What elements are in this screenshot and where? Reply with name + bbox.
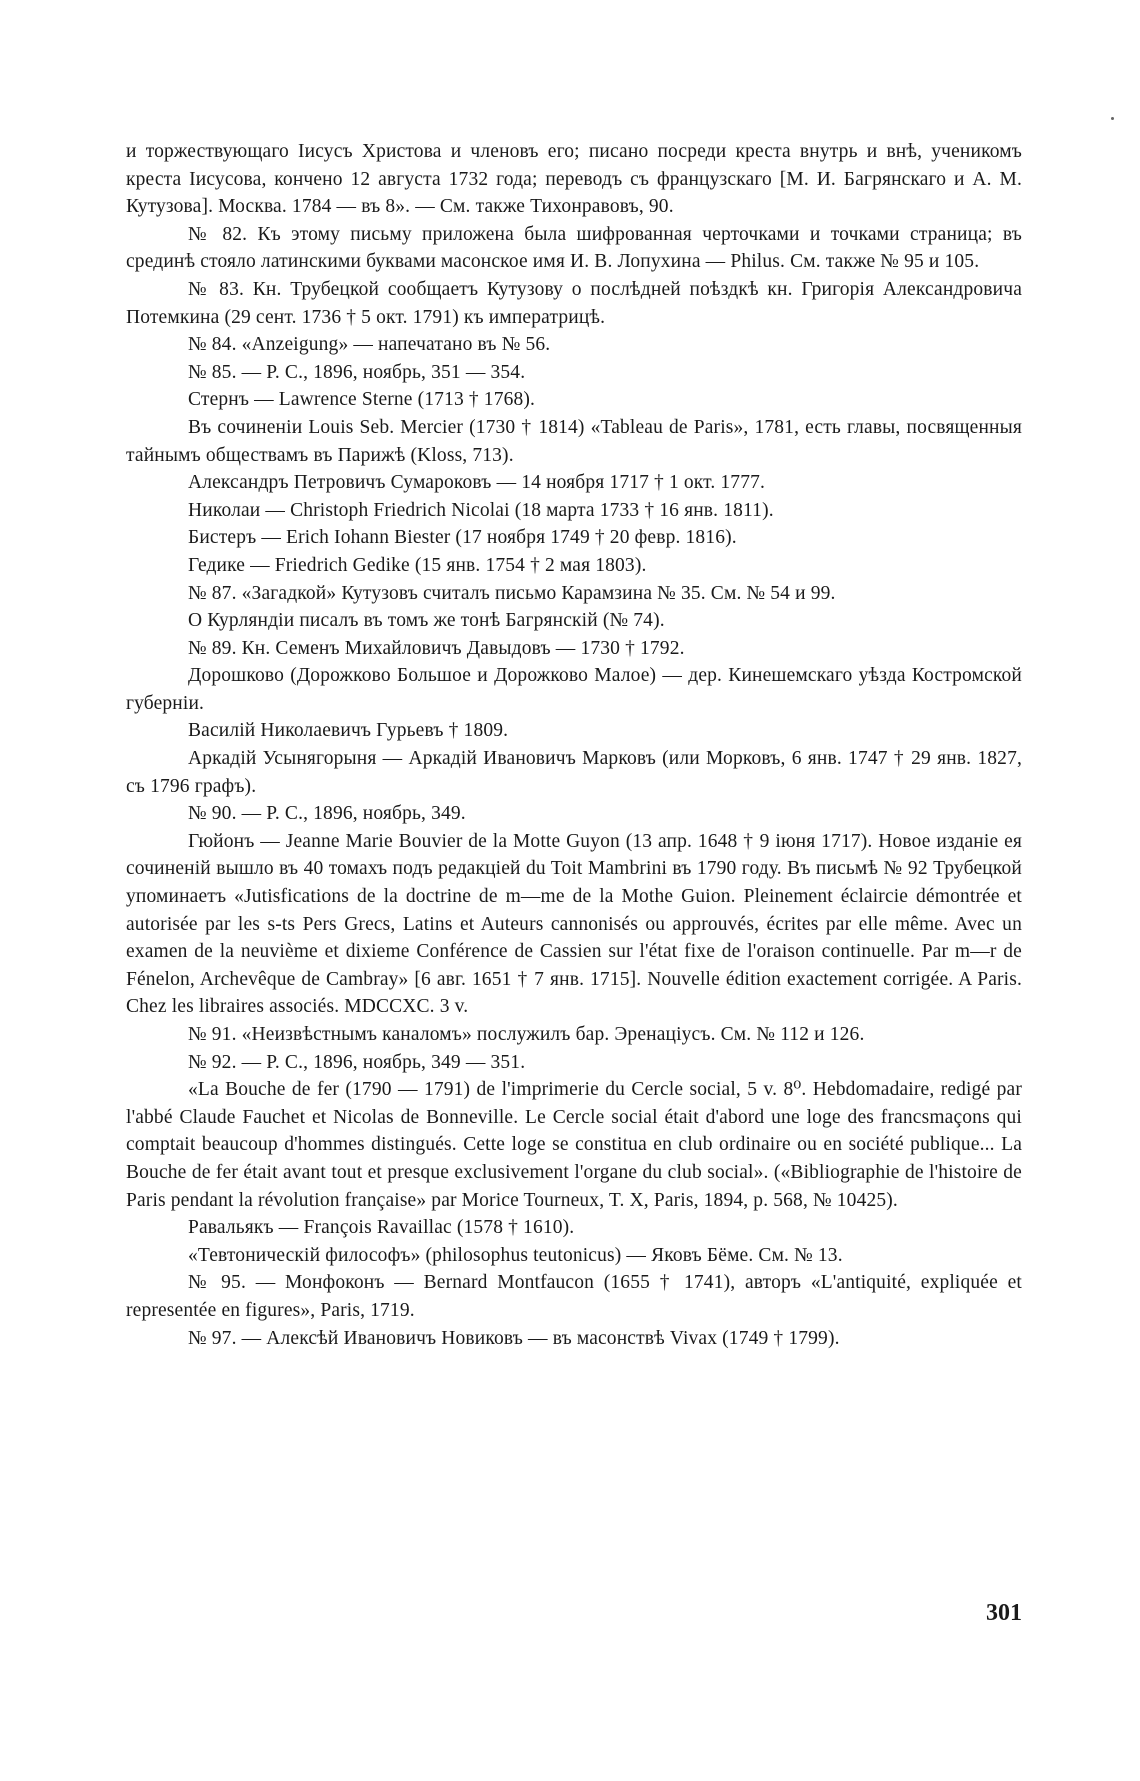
paragraph: № 84. «Anzeigung» — напечатано въ № 56. [188, 334, 551, 356]
paragraph: № 85. — Р. С., 1896, ноябрь, 351 — 354. [188, 361, 526, 383]
paragraph: Аркадій Усынягорыня — Аркадій Ивановичъ Марковъ (или Морковъ, 6 янв. 1747 † 29 янв. 1827, съ 1796 графъ). [126, 748, 1022, 797]
paragraph: № 90. — Р. С., 1896, ноябрь, 349. [188, 803, 466, 825]
paragraph: Василій Николаевичъ Гурьевъ † 1809. [188, 720, 509, 742]
paragraph: Въ сочиненіи Louis Seb. Mercier (1730 † 1814) «Tableau de Paris», 1781, есть главы, посвященныя тайнымъ обществамъ въ Парижѣ (Kloss, 713). [126, 416, 1022, 466]
paragraph: № 82. Къ этому письму приложена была шифрованная черточками и точками страница; въ срединѣ стояло латинскими буквами масонское имя И. В. Лопухина — Philus. См. также № 95 и 105. [126, 223, 1022, 273]
paragraph: Николаи — Christoph Friedrich Nicolai (18 марта 1733 † 16 янв. 1811). [188, 499, 774, 521]
paragraph: № 97. — Алексѣй Ивановичъ Новиковъ — въ масонствѣ Vivax (1749 † 1799). [188, 1327, 840, 1349]
paragraph: «La Bouche de fer (1790 — 1791) de l'imprimerie du Cercle social, 5 v. 8⁰. Hebdomadaire, redigé par l'abbé Claude Fauchet et Nicolas de Bonneville. Le Cercle social était d'abord une loge des francsmaçons qui comptait beaucoup d'hommes distingués. Cette loge se constitua en club ordinaire ou en société publique... La Bouche de fer était avant tout et presque exclusivement l'organe du club social». («Bibliographie de l'histoire de Paris pendant la révolution française» par Morice Tourneux, T. X, Paris, 1894, p. 568, № 10425). [126, 1079, 1022, 1211]
paragraph: № 83. Кн. Трубецкой сообщаетъ Кутузову о послѣдней поѣздкѣ кн. Григорія Александровича Потемкина (29 сент. 1736 † 5 окт. 1791) къ императрицѣ. [126, 278, 1022, 328]
paragraph: «Тевтоническій философъ» (philosophus teutonicus) — Яковъ Бёме. См. № 13. [188, 1244, 843, 1266]
paragraph: Дорошково (Дорожково Большое и Дорожково Малое) — дер. Кинешемскаго уѣзда Костромской губерніи. [126, 665, 1022, 714]
scan-speck [1111, 117, 1114, 120]
paragraph: Равальякъ — François Ravaillac (1578 † 1610). [188, 1217, 575, 1239]
paragraph: № 87. «Загадкой» Кутузовъ считалъ письмо Карамзина № 35. См. № 54 и 99. [188, 582, 836, 604]
page-number: 301 [986, 1600, 1022, 1626]
paragraph: № 89. Кн. Семенъ Михайловичъ Давыдовъ — 1730 † 1792. [188, 637, 685, 659]
paragraph: и торжествующаго Iисусъ Христова и членовъ его; писано посреди креста внутрь и внѣ, ученикомъ креста Iисусова, кончено 12 августа 1732 года; переводъ съ французскаго [М. И. Багрянскаго и А. М. Кутузова]. Москва. 1784 — въ 8». — См. также Тихонравовъ, 90. [126, 141, 1022, 218]
paragraph: № 95. — Монфоконъ — Bernard Montfaucon (1655 † 1741), авторъ «L'antiquité, expliquée et representée en figures», Paris, 1719. [126, 1272, 1022, 1321]
paragraph: № 92. — Р. С., 1896, ноябрь, 349 — 351. [188, 1051, 526, 1073]
paragraph: Александръ Петровичъ Сумароковъ — 14 ноября 1717 † 1 окт. 1777. [188, 472, 766, 494]
paragraph: Стернъ — Lawrence Sterne (1713 † 1768). [188, 389, 536, 411]
paragraph: Бистеръ — Erich Iohann Biester (17 ноября 1749 † 20 февр. 1816). [188, 527, 737, 549]
page-body [126, 138, 1022, 1352]
paragraph: № 91. «Неизвѣстнымъ каналомъ» послужилъ бар. Эренаціусъ. См. № 112 и 126. [188, 1024, 865, 1045]
paragraph: О Курляндіи писалъ въ томъ же тонѣ Багрянскій (№ 74). [188, 610, 665, 632]
paragraph: Гюйонъ — Jeanne Marie Bouvier de la Motte Guyon (13 апр. 1648 † 9 іюня 1717). Новое изданіе ея сочиненій вышло въ 40 томахъ подъ редакціей du Toit Mambrini въ 1790 году. Въ письмѣ № 92 Трубецкой упоминаетъ «Jutisfications de la doctrine de m—me de la Mothe Guion. Pleinement éclaircie démontrée et autorisée par les s-ts Pers Grecs, Latins et Auteurs cannonisés ou approuvés, écrites par elle même. Avec un examen de la neuvième et dixieme Conférence de Cassien sur l'état fixe de l'oraison continuelle. Par m—r de Fénelon, Archevêque de Cambray» [6 авг. 1651 † 7 янв. 1715]. Nouvelle édition exactement corrigée. A Paris. Chez les libraires associés. MDCCXC. 3 v. [126, 830, 1022, 1018]
paragraph: Гедике — Friedrich Gedike (15 янв. 1754 † 2 мая 1803). [188, 554, 647, 576]
